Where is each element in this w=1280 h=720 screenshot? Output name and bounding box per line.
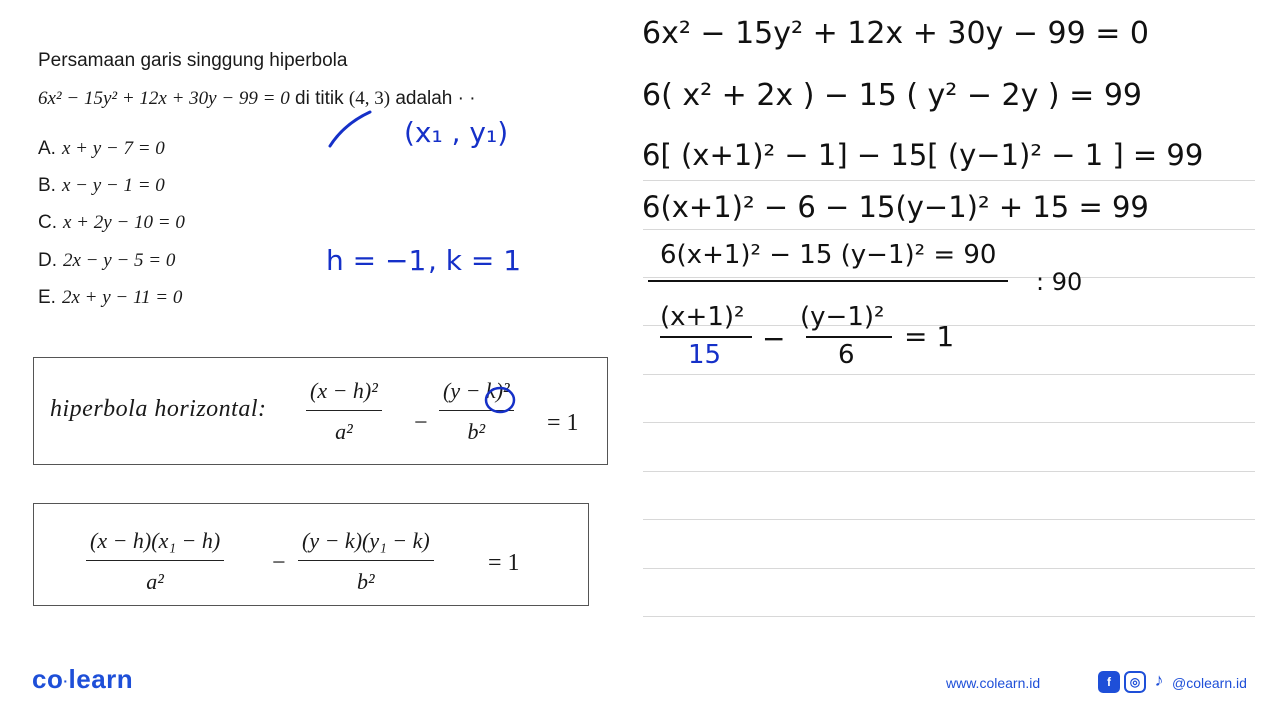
work-line-3: 6[ (x+1)² − 1] − 15[ (y−1)² − 1 ] = 99: [642, 138, 1204, 172]
work-line-2: 6( x² + 2x ) − 15 ( y² − 2y ) = 99: [642, 78, 1143, 113]
option-letter: C.: [38, 212, 57, 233]
point-note: (x₁ , y₁): [404, 116, 509, 149]
minus-sign: −: [272, 550, 286, 576]
website-link[interactable]: www.colearn.id: [946, 675, 1041, 691]
divide-note: : 90: [1036, 268, 1083, 296]
option-text: x + y − 7 = 0: [61, 138, 165, 159]
option-letter: D.: [38, 250, 57, 271]
question-equation: 6x² − 15y² + 12x + 30y − 99 = 0: [38, 88, 290, 109]
work-line-1: 6x² − 15y² + 12x + 30y − 99 = 0: [642, 16, 1149, 51]
final-frac2-den: 6: [838, 340, 855, 370]
facebook-icon[interactable]: f: [1098, 671, 1120, 693]
tangent-formula-box: [33, 503, 589, 606]
final-frac1-den: 15: [688, 340, 722, 370]
tiktok-icon[interactable]: ♪: [1154, 670, 1164, 690]
option-b[interactable]: [38, 175, 165, 197]
colearn-logo: [32, 664, 133, 695]
ruled-line: [643, 229, 1255, 230]
option-a[interactable]: [38, 138, 165, 160]
option-letter: A.: [38, 138, 56, 159]
question-equation-line: [38, 88, 476, 110]
h-value: h = −1: [326, 244, 427, 277]
k-value: , k = 1: [428, 244, 522, 277]
minus-sign: −: [414, 410, 428, 436]
fraction-bar: [660, 336, 752, 338]
final-equals: = 1: [904, 320, 955, 353]
option-text: 2x + y − 11 = 0: [61, 287, 183, 308]
option-text: 2x − y − 5 = 0: [63, 250, 176, 271]
fraction-numerator: (x − h)²: [306, 378, 382, 411]
ruled-line: [643, 277, 1255, 278]
logo-dot: ·: [63, 673, 69, 690]
logo-text: co: [32, 664, 64, 694]
option-text: x − y − 1 = 0: [61, 175, 165, 196]
horizontal-hyperbola-box: [33, 357, 608, 465]
equals-one: = 1: [547, 410, 579, 436]
fraction-denominator: a²: [146, 569, 164, 594]
option-text: x + 2y − 10 = 0: [63, 212, 185, 233]
option-e[interactable]: [38, 287, 182, 309]
social-handle[interactable]: @colearn.id: [1172, 675, 1247, 691]
option-letter: B.: [38, 175, 56, 196]
option-c[interactable]: [38, 212, 185, 234]
work-line-4: 6(x+1)² − 6 − 15(y−1)² + 15 = 99: [642, 190, 1149, 224]
ruled-line: [643, 471, 1255, 472]
option-d[interactable]: [38, 250, 175, 272]
instagram-icon[interactable]: ◎: [1124, 671, 1146, 693]
ruled-line: [643, 180, 1255, 181]
division-bar: [648, 280, 1008, 282]
tangent-fraction-2: [298, 528, 434, 595]
ruled-line: [643, 568, 1255, 569]
circle-annotation-icon: [482, 384, 518, 416]
ruled-line: [643, 519, 1255, 520]
ruled-line: [643, 374, 1255, 375]
work-line-5: 6(x+1)² − 15 (y−1)² = 90: [660, 240, 997, 270]
fraction-numerator: (x − h)(x₁ − h): [86, 528, 224, 561]
fraction-numerator: (y − k)²: [439, 378, 514, 411]
horizontal-label: hiperbola horizontal:: [50, 396, 267, 422]
fraction-bar: [806, 336, 892, 338]
question-suffix: adalah · ·: [395, 88, 476, 109]
equals-one: = 1: [488, 550, 520, 576]
final-minus: −: [762, 322, 786, 355]
tangent-fraction-1: [86, 528, 224, 595]
question-point: (4, 3): [348, 88, 391, 109]
ruled-line: [643, 422, 1255, 423]
fraction-denominator: b²: [467, 419, 486, 444]
horizontal-fraction-1: [306, 378, 382, 445]
option-letter: E.: [38, 287, 56, 308]
ruled-line: [643, 616, 1255, 617]
fraction-numerator: (y − k)(y₁ − k): [298, 528, 434, 561]
fraction-denominator: b²: [357, 569, 375, 594]
final-frac2-num: (y−1)²: [800, 302, 885, 332]
final-frac1-num: (x+1)²: [660, 302, 745, 332]
check-stroke-icon: [326, 106, 376, 150]
question-point-text: di titik: [295, 88, 344, 109]
question-title: Persamaan garis singgung hiperbola: [38, 50, 348, 71]
fraction-denominator: a²: [335, 419, 353, 444]
logo-text: learn: [68, 664, 134, 694]
